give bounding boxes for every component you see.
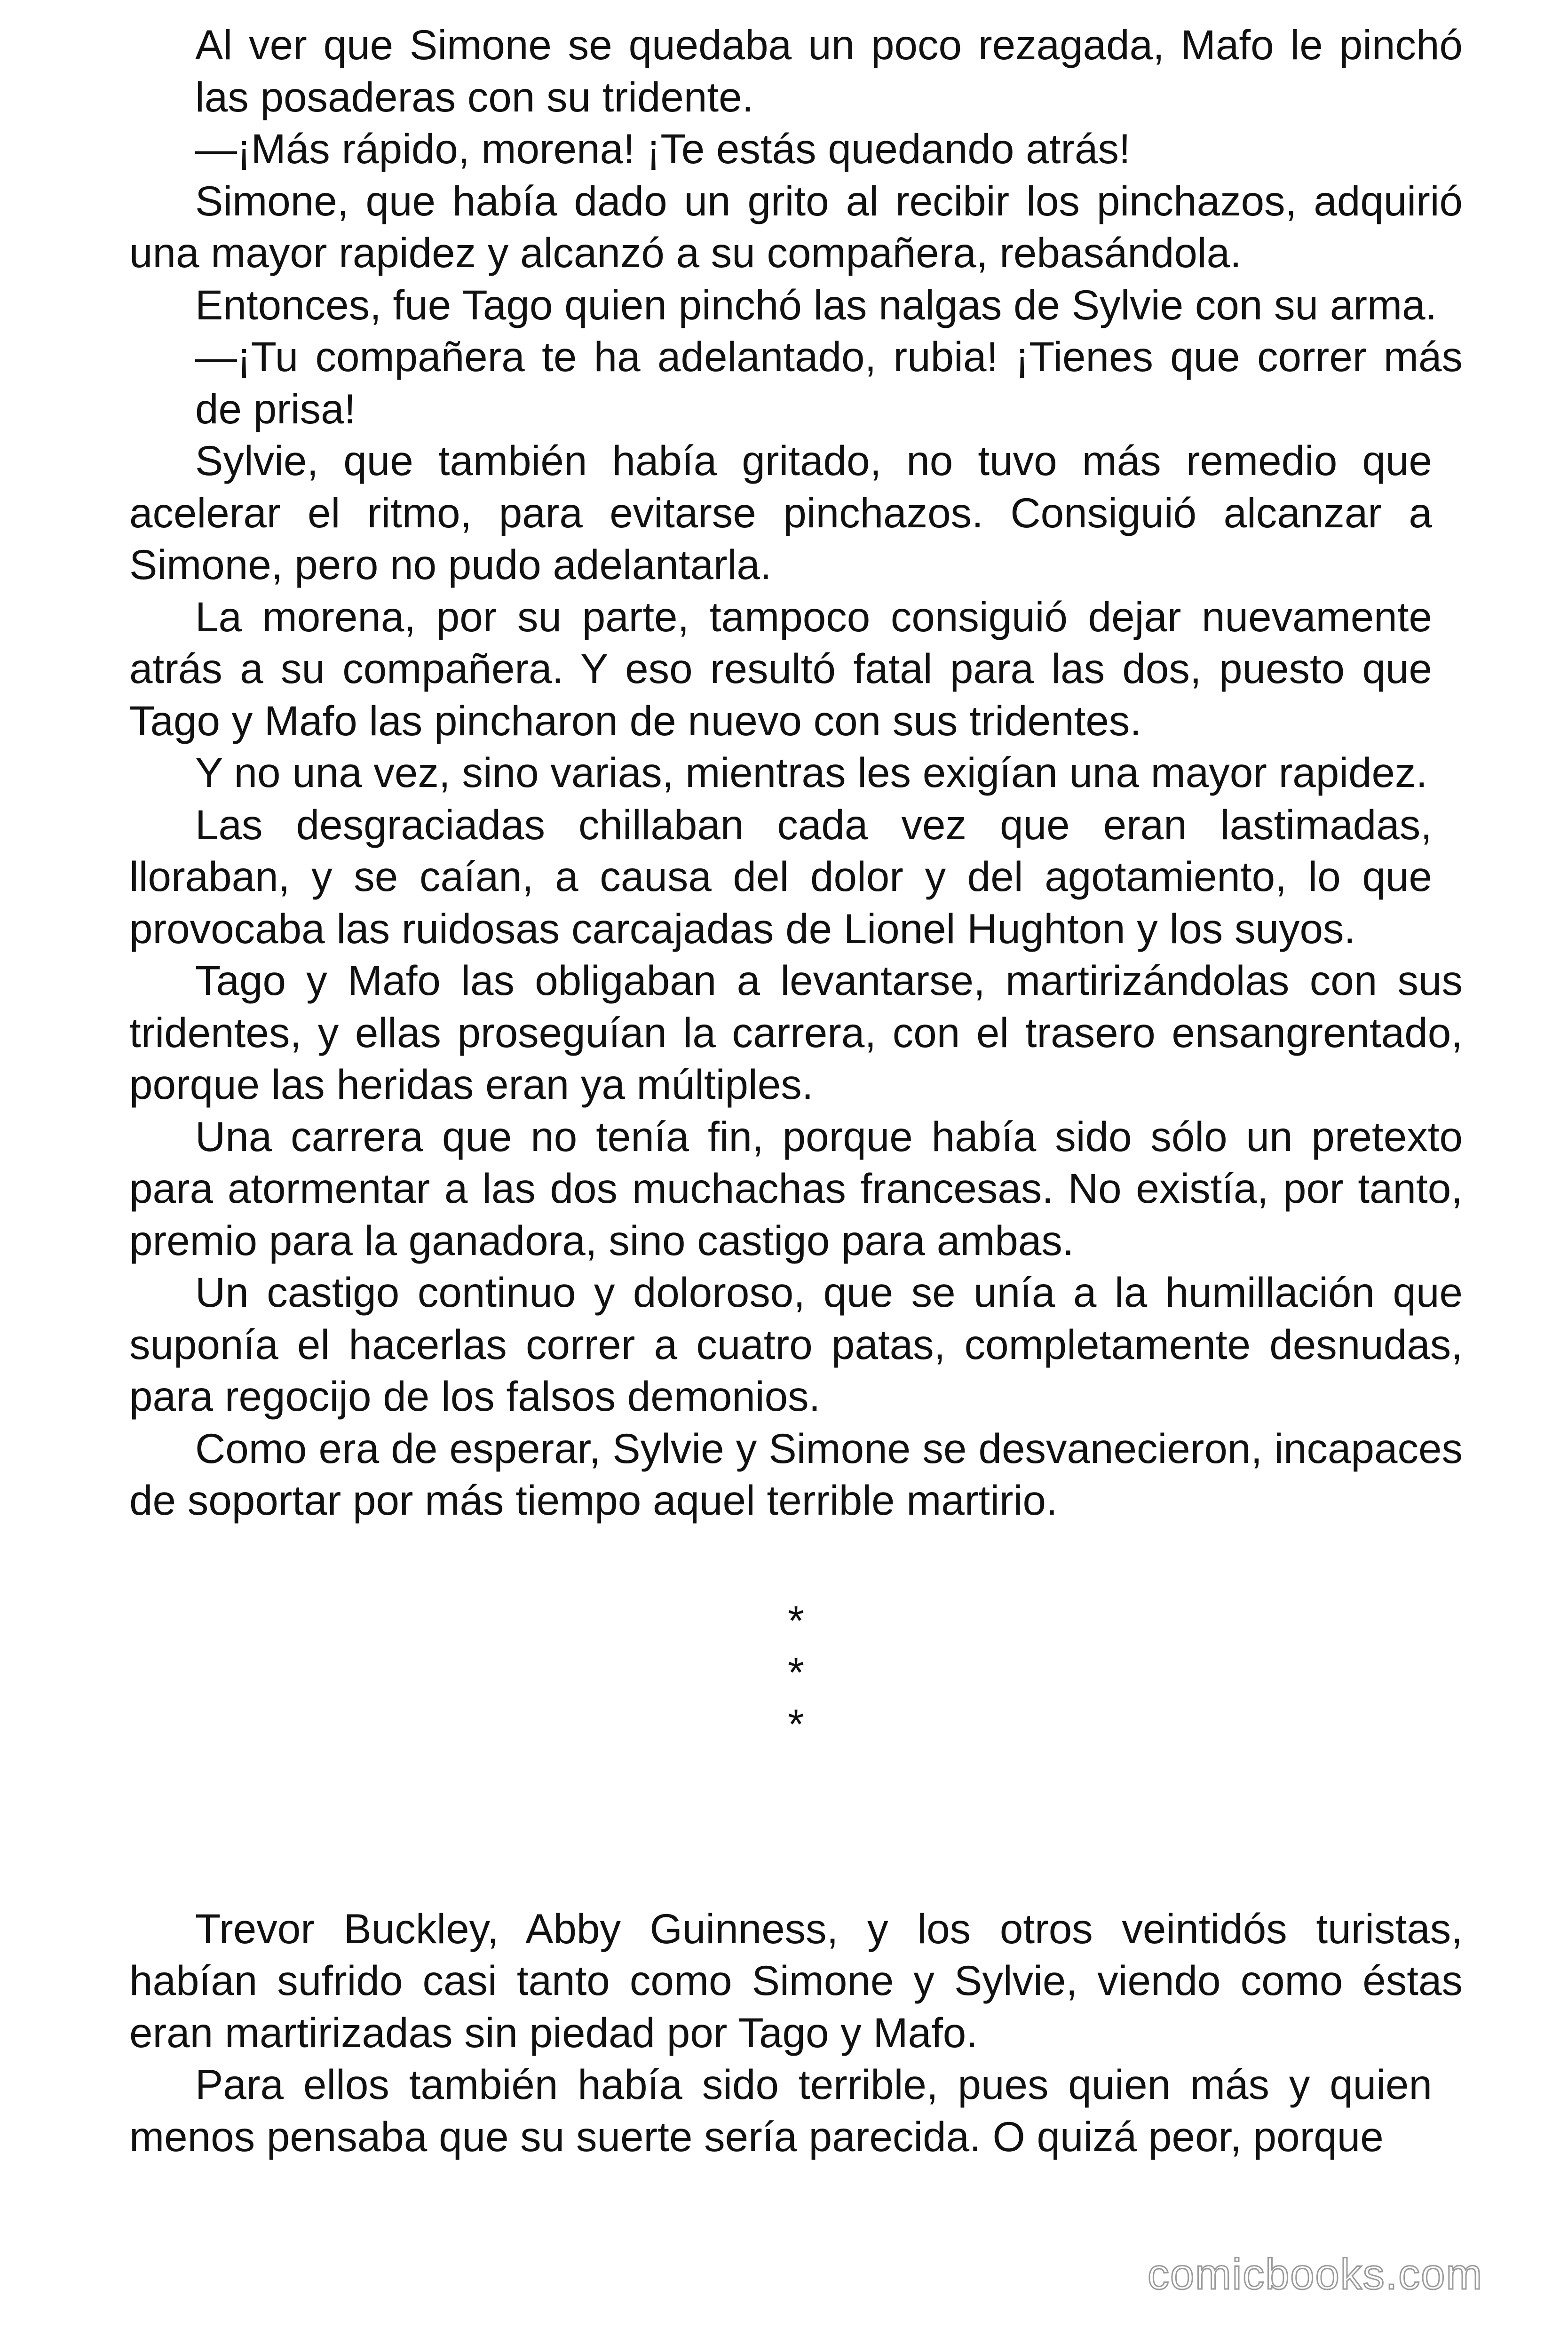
book-page [129,19,1463,2162]
paragraph: Y no una vez, sino varias, mientras les exigían una mayor rapidez. [195,749,1428,796]
section-separator [129,1595,1463,1750]
paragraph: Entonces, fue Tago quien pinchó las nalgas de Sylvie con su arma. [195,281,1437,328]
paragraph: Las desgraciadas chillaban cada vez que eran lastimadas, lloraban, y se caían, a causa del dolor y del agotamiento, lo que provocaba las ruidosas carcajadas de Lionel Hughton y los suyos. [129,801,1432,952]
dialogue-paragraph: —¡Más rápido, morena! ¡Te estás quedando atrás! [195,125,1131,172]
paragraph: Sylvie, que también había gritado, no tuvo más remedio que acelerar el ritmo, para evitarse pinchazos. Consiguió alcanzar a Simone, pero no pudo adelantarla. [129,437,1432,588]
paragraph: Como era de esperar, Sylvie y Simone se desvanecieron, incapaces de soportar por más tiempo aquel terrible martirio. [129,1424,1463,1524]
separator-asterisk: * [788,1700,804,1748]
watermark-logo: comicbooks.com [1148,2250,1483,2298]
dialogue-paragraph: —¡Tu compañera te ha adelantado, rubia! ¡Tienes que correr más de prisa! [195,333,1463,432]
paragraph: Trevor Buckley, Abby Guinness, y los otros veintidós turistas, habían sufrido casi tanto como Simone y Sylvie, viendo como éstas eran martirizadas sin piedad por Tago y Mafo. [129,1905,1463,2056]
paragraph: Al ver que Simone se quedaba un poco rezagada, Mafo le pinchó las posaderas con su tridente. [195,21,1463,120]
separator-asterisk: * [788,1597,804,1644]
paragraph: Una carrera que no tenía fin, porque había sido sólo un pretexto para atormentar a las dos muchachas francesas. No existía, por tanto, premio para la ganadora, sino castigo para ambas. [129,1112,1463,1264]
paragraph: Para ellos también había sido terrible, pues quien más y quien menos pensaba que su suerte sería parecida. O quizá peor, porque [129,2061,1432,2160]
separator-asterisk: * [788,1648,804,1696]
paragraph: La morena, por su parte, tampoco consiguió dejar nuevamente atrás a su compañera. Y eso resultó fatal para las dos, puesto que Tago y Mafo las pincharon de nuevo con sus tridentes. [129,593,1432,744]
paragraph: Tago y Mafo las obligaban a levantarse, martirizándolas con sus tridentes, y ellas proseguían la carrera, con el trasero ensangrentado, porque las heridas eran ya múltiples. [129,957,1463,1108]
paragraph: Simone, que había dado un grito al recibir los pinchazos, adquirió una mayor rapidez y alcanzó a su compañera, rebasándola. [129,177,1463,276]
paragraph: Un castigo continuo y doloroso, que se unía a la humillación que suponía el hacerlas correr a cuatro patas, completamente desnudas, para regocijo de los falsos demonios. [129,1269,1463,1420]
